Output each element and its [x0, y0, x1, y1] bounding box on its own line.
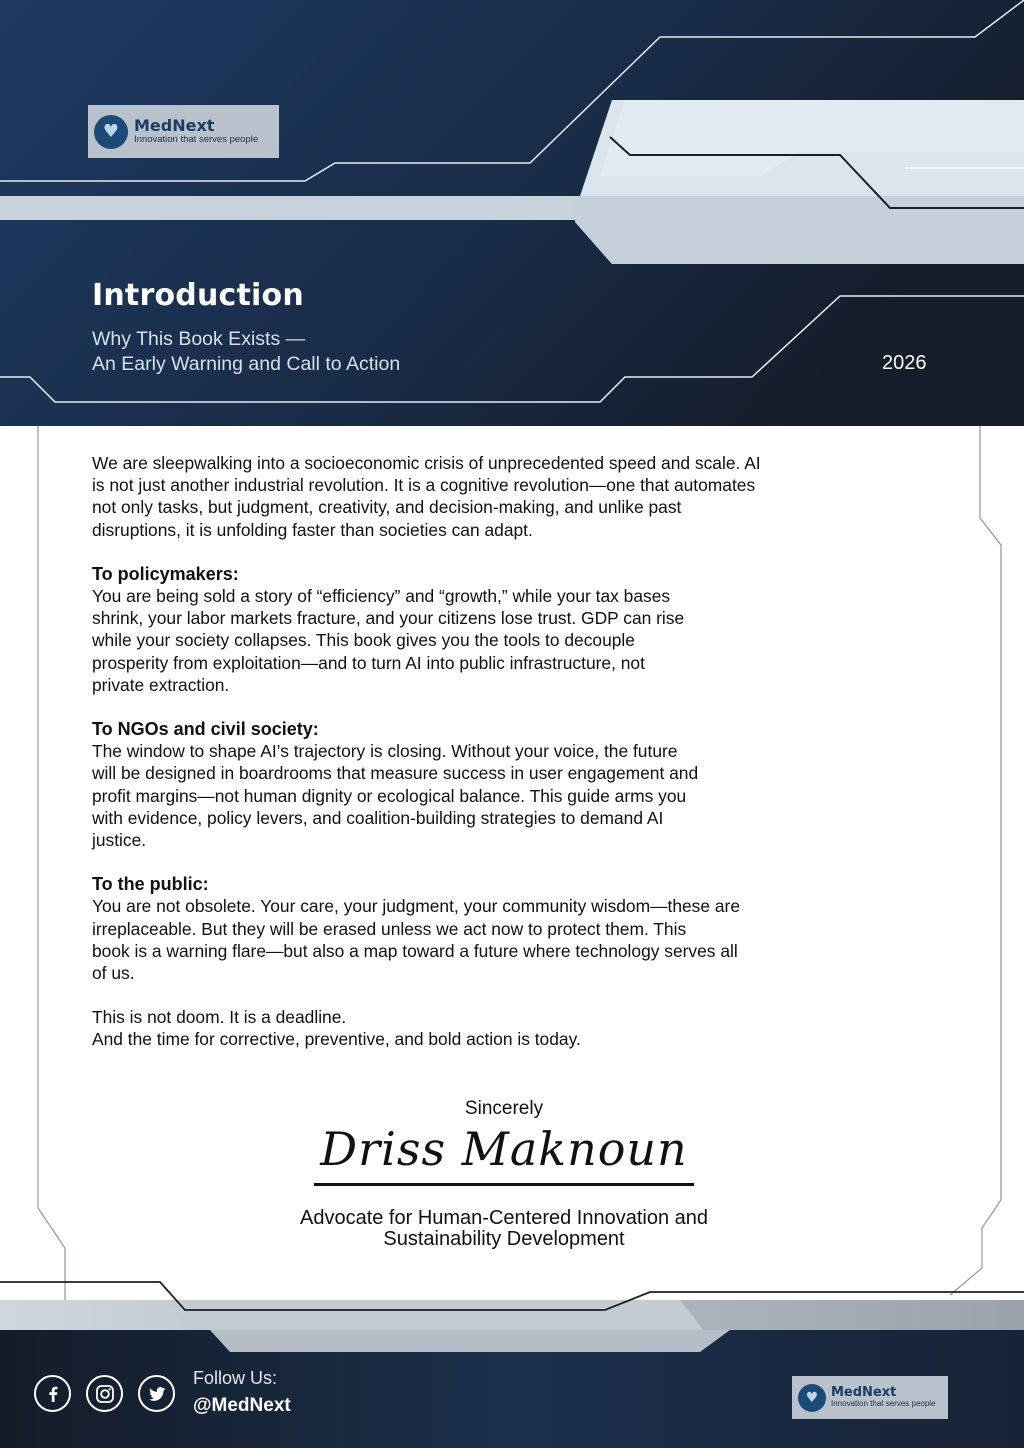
author-role: Advocate for Human-Centered Innovation and Sustainability Development: [299, 1207, 709, 1250]
section-heading-policymakers: To policymakers:: [92, 563, 239, 584]
closing-paragraph: This is not doom. It is a deadline. And the time for corrective, preventive, and bold action is today.: [92, 1007, 581, 1050]
section-heading-ngos: To NGOs and civil society:: [92, 719, 319, 740]
brand-name-footer: MedNext: [831, 1384, 897, 1400]
frame-line-left: [38, 426, 65, 1300]
social-handle[interactable]: @MedNext: [193, 1395, 291, 1416]
page-title: Introduction: [92, 278, 304, 313]
header-right-grey: [575, 196, 1024, 264]
section-heading-public: To the public:: [92, 874, 209, 895]
hands-heart-icon: ♥: [94, 115, 128, 149]
section-text-ngos: The window to shape AI’s trajectory is closing. Without your voice, the future will be designed in boardrooms that measure success in user engagement and profit margins—not human dignity or ecological balance. This guide arms you with evidence, policy levers, and coalition-building strategies to demand AI justice.: [92, 741, 699, 851]
follow-label: Follow Us:: [193, 1368, 278, 1388]
header-grey-strip: [0, 196, 580, 220]
letter-body: [92, 452, 922, 1051]
brand-logo-footer: [792, 1376, 948, 1419]
brand-name: MedNext: [134, 116, 215, 136]
footer-mid-panel: [210, 1330, 730, 1352]
brand-logo: [88, 105, 279, 158]
follow-us: [193, 1368, 291, 1417]
salutation: Sincerely: [464, 1098, 544, 1119]
frame-line-right: [950, 426, 1001, 1295]
hands-heart-icon: ♥: [798, 1384, 826, 1412]
signature-line: [314, 1183, 694, 1186]
publication-year: 2026: [882, 352, 927, 374]
instagram-icon[interactable]: [86, 1375, 123, 1412]
section-text-policymakers: You are being sold a story of “efficiency” and “growth,” while your tax bases shrink, your labor markets fracture, and your citizens lose trust. GDP can rise while your society collapses. This book gives you the tools to decouple prosperity from exploitation—and to turn AI into public infrastructure, not private extraction.: [92, 586, 685, 695]
brand-tagline: Innovation that serves people: [134, 134, 259, 146]
facebook-icon[interactable]: [34, 1375, 71, 1412]
twitter-icon[interactable]: [138, 1375, 175, 1412]
social-links: [34, 1375, 190, 1412]
intro-paragraph: We are sleepwalking into a socioeconomic crisis of unprecedented speed and scale. AI is not just another industrial revolution. It is a cognitive revolution—one that automates not only tasks, but judgment, creativity, and decision-making, and unlike past disruptions, it is unfolding faster than societies can adapt.: [92, 453, 761, 540]
page-subtitle: Why This Book Exists — An Early Warning and Call to Action: [92, 328, 401, 375]
section-text-public: You are not obsolete. Your care, your judgment, your community wisdom—these are irreplaceable. But they will be erased unless we act now to protect them. This book is a warning flare—but also a map toward a future where technology serves all of us.: [92, 896, 740, 984]
header-titles: [92, 278, 400, 377]
brand-tagline-footer: Innovation that serves people: [831, 1399, 936, 1409]
signature: Driss Maknoun: [320, 1122, 688, 1176]
